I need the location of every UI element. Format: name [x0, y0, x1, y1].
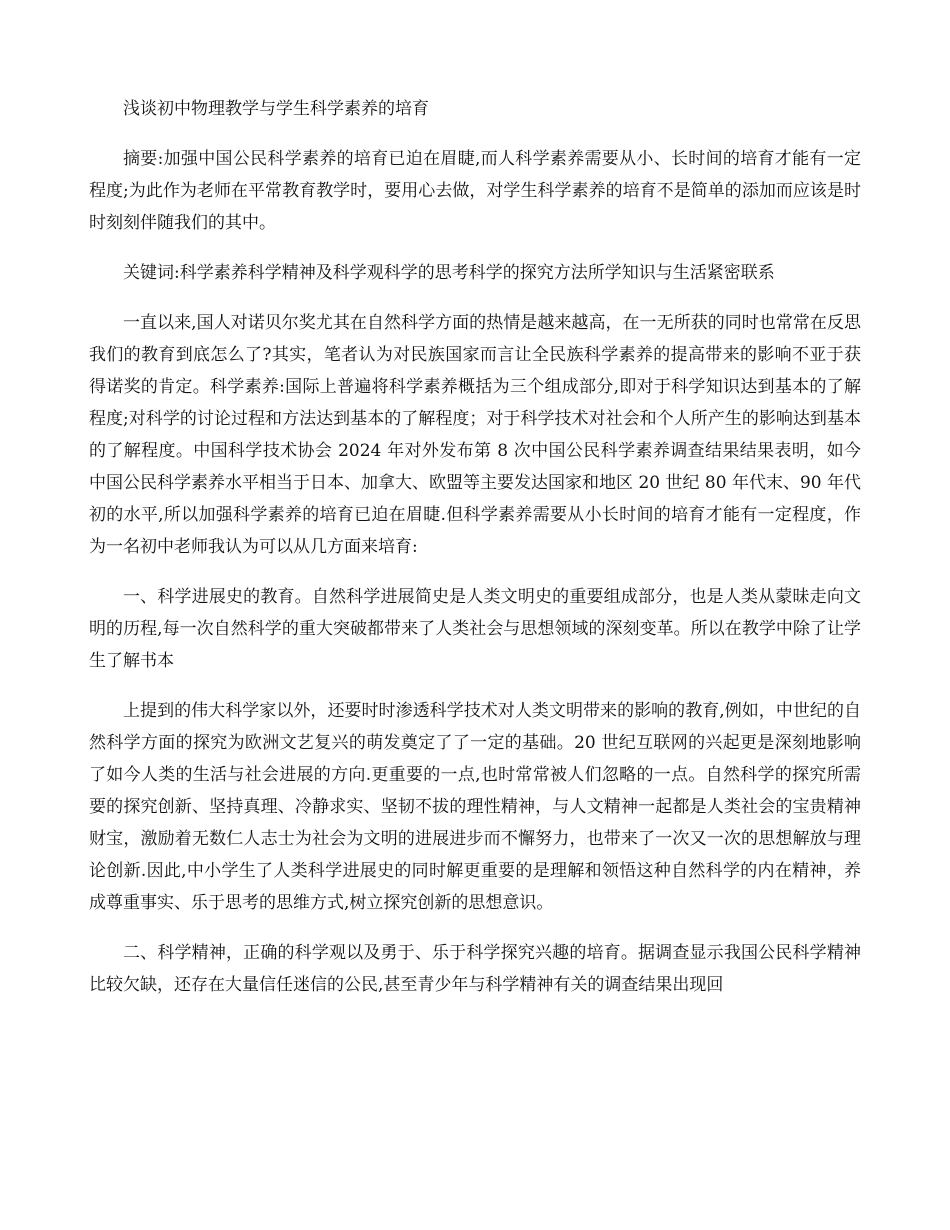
document-title: 浅谈初中物理教学与学生科学素养的培育	[123, 99, 429, 119]
body-paragraph-section-1-continued: 上提到的伟大科学家以外，还要时时渗透科学技术对人类文明带来的影响的教育,例如，中世纪的自然科学方面的探究为欧洲文艺复兴的萌发奠定了了一定的基础。20 世纪互联网的兴起更是深刻地影响了如今人类的生活与社会进展的方向.更重要的一点,也时常常被人们忽略的一点。自然科学的探究所需要的探究创新、坚持真理、冷静求实、坚韧不拔的理性精神，与人文精神一起都是人类社会的宝贵精神财宝，激励着无数仁人志士为社会为文明的进展进步而不懈努力，也带来了一次又一次的思想解放与理论创新.因此,中小学生了人类科学进展史的同时解更重要的是理解和领悟这种自然科学的内在精神，养成尊重事实、乐于思考的思维方式,树立探究创新的思想意识。	[89, 701, 861, 913]
abstract-paragraph: 摘要:加强中国公民科学素养的培育已迫在眉睫,而人科学素养需要从小、长时间的培育才能有一定程度;为此作为老师在平常教育教学时，要用心去做，对学生科学素养的培育不是简单的添加而应该是时时刻刻伴随我们的其中。	[89, 149, 861, 233]
keywords-paragraph: 关键词:科学素养科学精神及科学观科学的思考科学的探究方法所学知识与生活紧密联系	[123, 263, 775, 283]
body-paragraph-section-2: 二、科学精神，正确的科学观以及勇于、乐于科学探究兴趣的培育。据调查显示我国公民科学精神比较欠缺，还存在大量信任迷信的公民,甚至青少年与科学精神有关的调查结果出现回	[89, 943, 861, 995]
body-paragraph-section-1: 一、科学进展史的教育。自然科学进展简史是人类文明史的重要组成部分，也是人类从蒙昧走向文明的历程,每一次自然科学的重大突破都带来了人类社会与思想领域的深刻变革。所以在教学中除了让学生了解书本	[89, 587, 861, 671]
body-paragraph-intro: 一直以来,国人对诺贝尔奖尤其在自然科学方面的热情是越来越高，在一无所获的同时也常常在反思我们的教育到底怎么了?其实，笔者认为对民族国家而言让全民族科学素养的提高带来的影响不亚于获得诺奖的肯定。科学素养:国际上普遍将科学素养概括为三个组成部分,即对于科学知识达到基本的了解程度;对科学的讨论过程和方法达到基本的了解程度；对于科学技术对社会和个人所产生的影响达到基本的了解程度。中国科学技术协会 2024 年对外发布第 8 次中国公民科学素养调查结果结果表明，如今中国公民科学素养水平相当于日本、加拿大、欧盟等主要发达国家和地区 20 世纪 80 年代末、90 年代初的水平,所以加强科学素养的培育已迫在眉睫.但科学素养需要从小长时间的培育才能有一定程度，作为一名初中老师我认为可以从几方面来培育:	[89, 313, 861, 557]
document-page	[89, 93, 861, 1019]
